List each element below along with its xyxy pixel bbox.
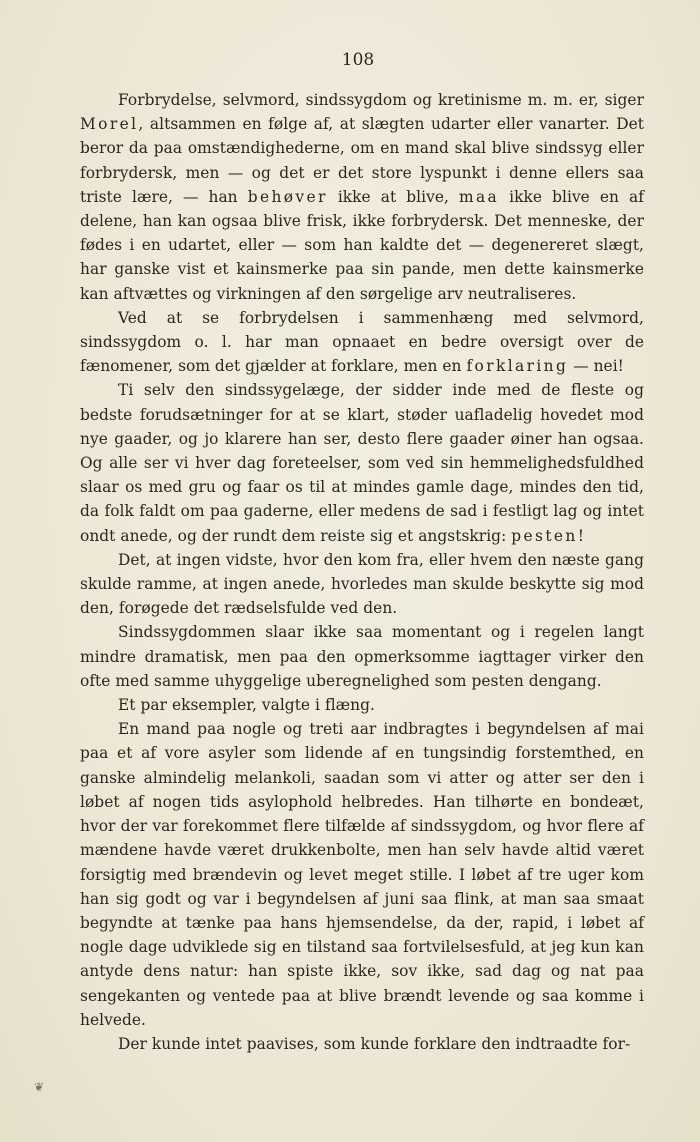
paragraph xyxy=(80,548,644,621)
paragraph xyxy=(80,1032,644,1056)
text-run: Forbrydelse, selvmord, sindssygdom og kretinisme m. m. er, siger xyxy=(118,91,644,109)
spaced-emphasis: Morel xyxy=(80,115,139,134)
text-run: ikke at blive, xyxy=(327,187,459,206)
text-run: Det, at ingen vidste, hvor den kom fra, eller hvem den næste gang skulde ramme, at ingen anede, hvorledes man skulde beskytte sig mod den, forøgede det rædselsfulde ved den. xyxy=(80,550,644,618)
spaced-emphasis: behøver xyxy=(247,187,328,206)
text-run: Ti selv den sindssygelæge, der sidder inde med de fleste og bedste forudsætninger for at se klart, støder uafladelig hovedet mod nye gaader, og jo klarere han ser, desto flere gaader øiner han ogsaa. Og alle ser vi hver dag foreteelser, som ved sin hemmelighedsfuldhed slaar os med gru og faar os til at mindes gamle dage, mindes den tid, da folk faldt om paa gaderne, eller medens de sad i festligt lag og intet ondt anede, og der rundt dem reiste sig et angstskrig: xyxy=(80,381,644,545)
text-run: , altsammen en følge af, at slægten udarter eller vanarter. Det beror da paa omstændighederne, om en mand skal blive sindssyg eller forbrydersk, men — og det er det store lyspunkt i denne ellers saa triste lære, — han xyxy=(80,115,644,206)
paragraph xyxy=(80,88,644,306)
body-text xyxy=(80,88,644,1056)
paragraph xyxy=(80,306,644,379)
paragraph xyxy=(80,378,644,547)
text-run: Der kunde intet paavises, som kunde forklare den indtraadte for- xyxy=(118,1034,631,1053)
paragraph xyxy=(80,693,644,717)
text-run: ikke blive en af delene, han kan ogsaa blive frisk, ikke forbrydersk. Det menneske, der fødes i en udartet, eller — som han kaldte det — degenereret slægt, har ganske vist et kainsmerke paa sin pande, men dette kainsmerke kan aftvættes og virkningen af den sørgelige arv neutraliseres. xyxy=(80,187,645,303)
text-run: En mand paa nogle og treti aar indbragtes i begyndelsen af mai paa et af vore asyler som lidende af en tungsindig forstemthed, en ganske almindelig melankoli, saadan som vi atter og atter ser den i løbet af nogen tids asylophold helbredes. Han tilhørte en bondeæt, hvor der var forekommet flere tilfælde af sindssygdom, og hvor flere af mændene havde været drukkenbolte, men han selv havde altid været forsigtig med brændevin og levet meget stille. I løbet af tre uger kom han sig godt og var i begyndelsen af juni saa flink, at man saa smaat begyndte at tænke paa hans hjemsendelse, da der, rapid, i løbet af nogle dage udviklede sig en tilstand saa fortvilelsesfuld, at jeg kun kan antyde dens natur: han spiste ikke, sov ikke, sad dag og nat paa sengekanten og ventede paa at blive brændt levende og saa komme i helvede. xyxy=(80,720,644,1029)
text-run: Sindssygdommen slaar ikke saa momentant og i regelen langt mindre dramatisk, men paa den opmerksomme iagttager virker den ofte med samme uhyggelige uberegnelighed som pesten dengang. xyxy=(80,623,644,690)
spaced-emphasis: pesten! xyxy=(511,526,587,545)
text-run: Ved at se forbrydelsen i sammenhæng med selvmord, sindssygdom o. l. har man opnaaet en bedre oversigt over de fænomener, som det gjælder at forklare, men en xyxy=(80,308,644,376)
spaced-emphasis: forklaring xyxy=(466,357,569,376)
ink-smudge: ❦ xyxy=(34,1080,45,1094)
spaced-emphasis: maa xyxy=(458,187,500,206)
paragraph xyxy=(80,717,644,1032)
paragraph xyxy=(80,620,644,693)
text-run: — nei! xyxy=(568,357,624,376)
page-number: 108 xyxy=(341,50,375,70)
text-run: Et par eksempler, valgte i flæng. xyxy=(118,696,375,715)
